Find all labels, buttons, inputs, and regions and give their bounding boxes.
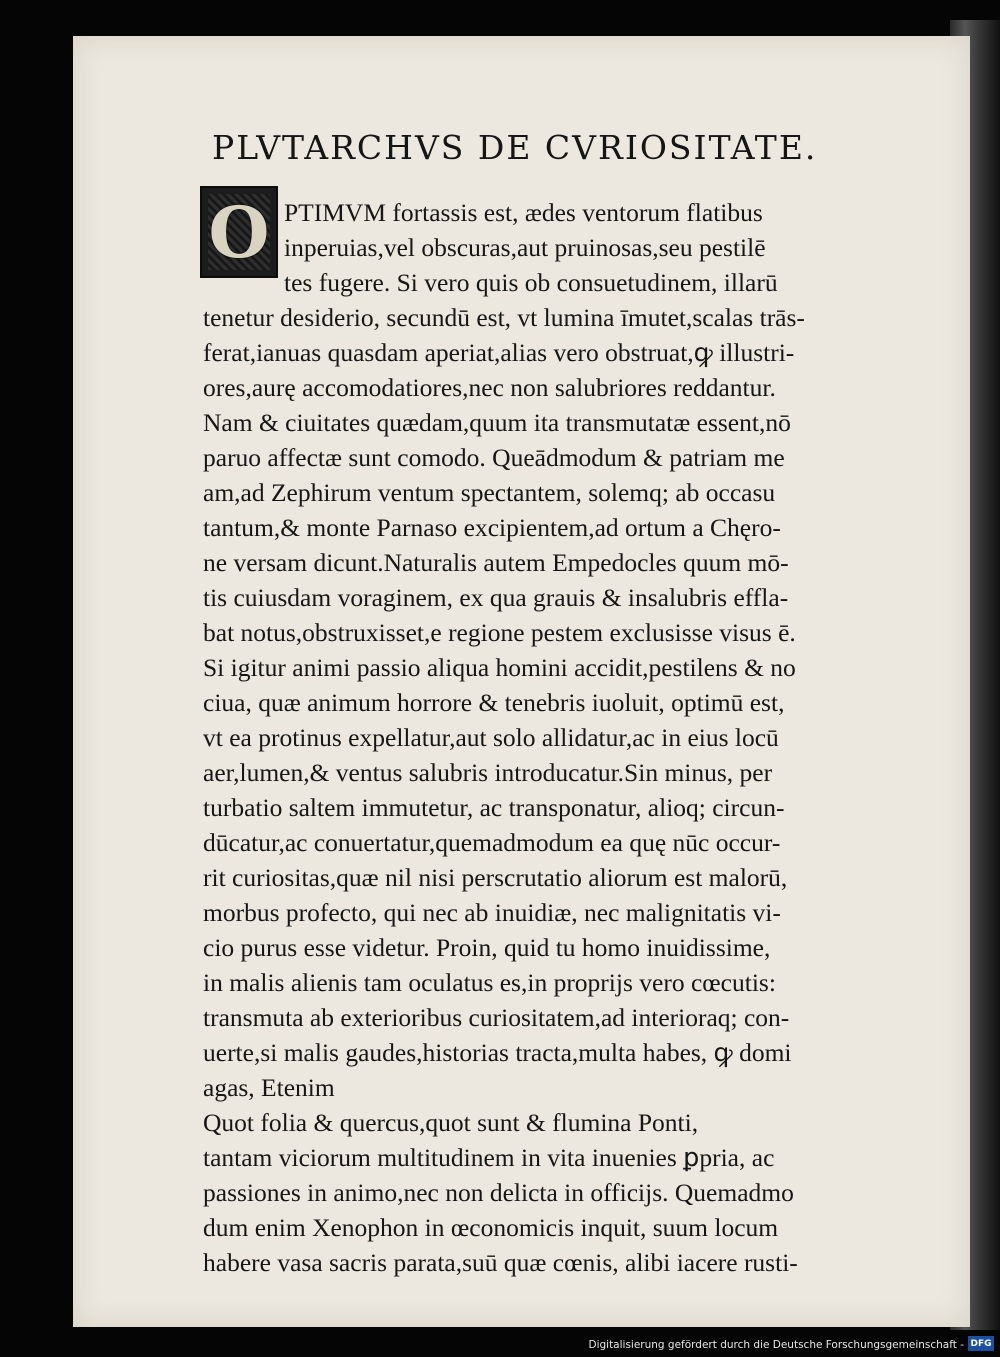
text-line: habere vasa sacris parata,suū quæ cœnis, alibi iacere rusti- — [203, 1248, 798, 1277]
text-line: agas, Etenim — [203, 1073, 335, 1102]
text-line: passiones in animo,nec non delicta in officijs. Quemadmo — [203, 1178, 794, 1207]
text-line: vt ea protinus expellatur,aut solo allidatur,ac in eius locū — [203, 723, 779, 752]
text-line: aer,lumen,& ventus salubris introducatur.Sin minus, per — [203, 758, 773, 787]
text-line: transmuta ab exterioribus curiositatem,ad interioraq; con- — [203, 1003, 790, 1032]
text-line: turbatio saltem immutetur, ac transponatur, alioq; circun- — [203, 793, 785, 822]
text-line: dum enim Xenophon in œconomicis inquit, suum locum — [203, 1213, 779, 1242]
text-line: tantum,& monte Parnaso excipientem,ad ortum a Chęro- — [203, 513, 781, 542]
text-line: rit curiositas,quæ nil nisi perscrutatio aliorum est malorū, — [203, 863, 788, 892]
decorated-initial — [200, 186, 278, 278]
text-line: ores,aurę accomodatiores,nec non salubriores reddantur. — [203, 373, 776, 402]
text-line: ferat,ianuas quasdam aperiat,alias vero obstruat,ꝙ illustri- — [203, 338, 795, 367]
text-line: Si igitur animi passio aliqua homini accidit,pestilens & no — [203, 653, 796, 682]
text-line: bat notus,obstruxisset,e regione pestem exclusisse visus ē. — [203, 618, 796, 647]
text-line: in malis alienis tam oculatus es,in proprijs vero cœcutis: — [203, 968, 776, 997]
initial-letter: O — [208, 190, 270, 274]
digitization-credit: Digitalisierung gefördert durch die Deutsche Forschungsgemeinschaft - — [588, 1339, 964, 1351]
text-line: morbus profecto, qui nec ab inuidiæ, nec malignitatis vi- — [203, 898, 781, 927]
text-line: inperuias,vel obscuras,aut pruinosas,seu pestilē — [284, 233, 766, 262]
text-line: paruo affectæ sunt comodo. Queādmodum & patriam me — [203, 443, 785, 472]
text-line: am,ad Zephirum ventum spectantem, solemq; ab occasu — [203, 478, 776, 507]
text-line: cio purus esse videtur. Proin, quid tu homo inuidissime, — [203, 933, 771, 962]
text-line: tes fugere. Si vero quis ob consuetudinem, illarū — [284, 268, 778, 297]
text-line: tantam viciorum multitudinem in vita inuenies ꝑpria, ac — [203, 1143, 775, 1172]
text-line: dūcatur,ac conuertatur,quemadmodum ea quę nūc occur- — [203, 828, 781, 857]
dfg-logo: DFG — [968, 1336, 994, 1351]
text-line: tis cuiusdam voraginem, ex qua grauis & insalubris effla- — [203, 583, 789, 612]
text-line: Nam & ciuitates quædam,quum ita transmutatæ essent,nō — [203, 408, 791, 437]
text-line: Quot folia & quercus,quot sunt & flumina Ponti, — [203, 1108, 699, 1137]
page-heading: PLVTARCHVS DE CVRIOSITATE. — [212, 128, 818, 167]
text-line: ciua, quæ animum horrore & tenebris iuoluit, optimū est, — [203, 688, 785, 717]
text-line: ne versam dicunt.Naturalis autem Empedocles quum mō- — [203, 548, 789, 577]
text-line: tenetur desiderio, secundū est, vt lumina īmutet,scalas trās- — [203, 303, 805, 332]
text-line: PTIMVM fortassis est, ædes ventorum flatibus — [284, 198, 763, 227]
text-line: uerte,si malis gaudes,historias tracta,multa habes, ꝙ domi — [203, 1038, 792, 1067]
